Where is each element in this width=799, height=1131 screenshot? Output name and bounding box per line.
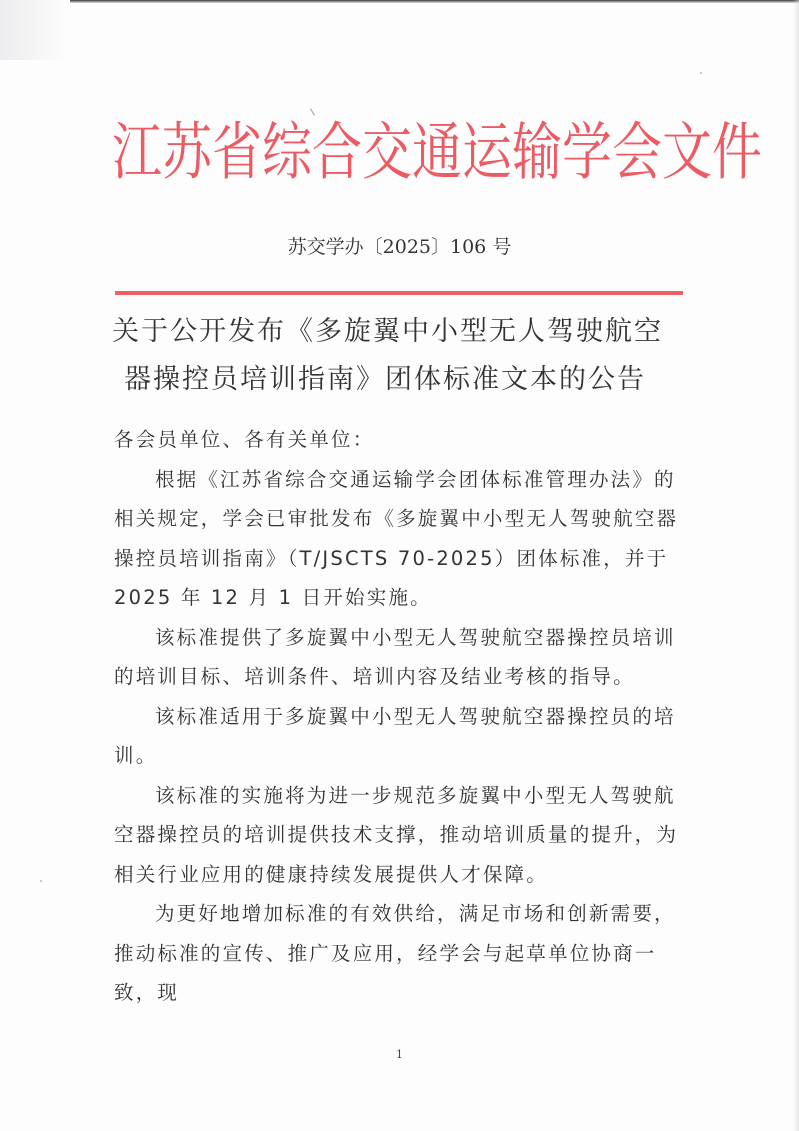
document-title	[112, 308, 692, 404]
document-masthead: 江苏省综合交通运输学会文件	[112, 115, 762, 189]
paragraph: 该标准适用于多旋翼中小型无人驾驶航空器操控员的培训。	[114, 704, 676, 767]
scan-edge-top	[70, 0, 799, 3]
scan-speck	[40, 880, 42, 882]
paragraph: 根据《江苏省综合交通运输学会团体标准管理办法》的相关规定，学会已审批发布《多旋翼中小型无人驾驶航空器操控员培训指南》（T/JSCTS 70-2025）团体标准，并于 2025 年 12 月 1 日开始实施。	[114, 467, 679, 609]
red-divider-rule	[115, 291, 683, 295]
salutation: 各会员单位、各有关单位：	[114, 428, 375, 451]
paragraph: 为更好地增加标准的有效供给，满足市场和创新需要，推动标准的宣传、推广及应用，经学会与起草单位协商一致，现	[114, 902, 676, 1004]
scan-shadow-left	[0, 0, 70, 60]
title-line-2: 器操控员培训指南》团体标准文本的公告	[124, 364, 646, 395]
document-body	[114, 420, 684, 1013]
document-number: 苏交学办〔2025〕106 号	[287, 236, 512, 258]
paragraph: 该标准提供了多旋翼中小型无人驾驶航空器操控员培训的培训目标、培训条件、培训内容及结业考核的指导。	[114, 625, 676, 688]
scan-speck	[700, 72, 702, 74]
scan-edge-right	[793, 0, 799, 1131]
title-line-1: 关于公开发布《多旋翼中小型无人驾驶航空	[112, 316, 663, 347]
paragraph: 该标准的实施将为进一步规范多旋翼中小型无人驾驶航空器操控员的培训提供技术支撑，推动培训质量的提升，为相关行业应用的健康持续发展提供人才保障。	[114, 783, 679, 886]
page-number: 1	[396, 1048, 403, 1061]
